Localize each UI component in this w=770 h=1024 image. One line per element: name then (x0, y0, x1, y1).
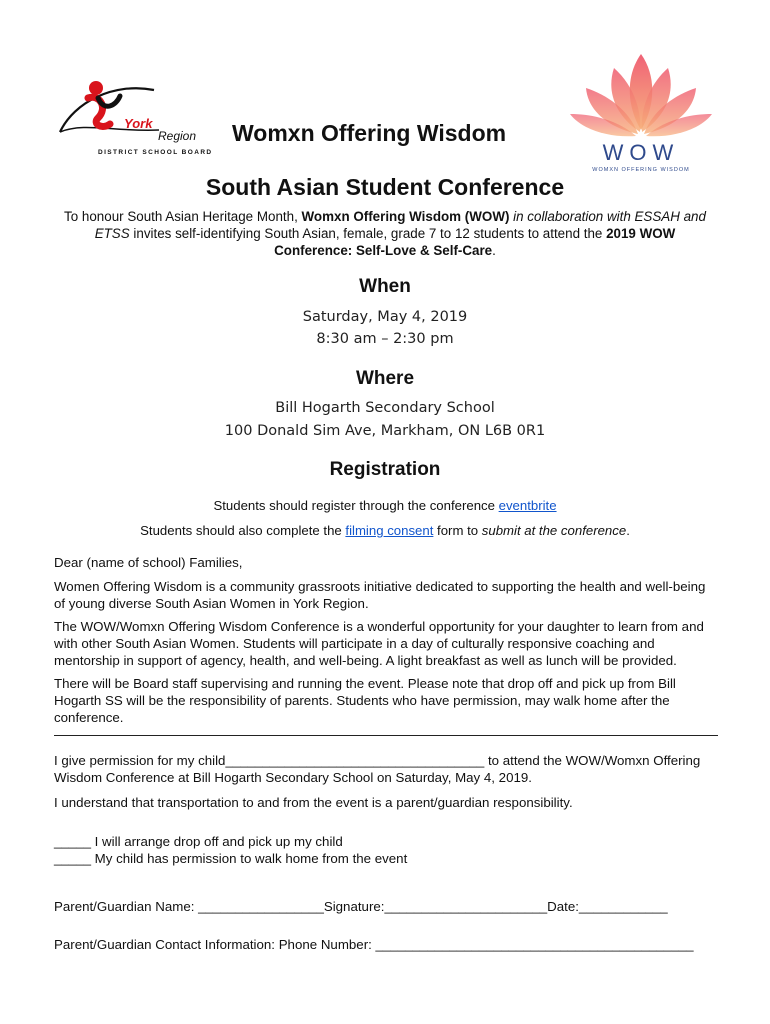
intro-bold-1: Womxn Offering Wisdom (WOW) (301, 209, 510, 224)
registration-line-2-text: Students should also complete the (140, 523, 346, 538)
yrdsb-caption-text: DISTRICT SCHOOL BOARD (98, 149, 213, 156)
where-address: 100 Donald Sim Ave, Markham, ON L6B 0R1 (224, 423, 546, 439)
intro-text-3: . (492, 243, 496, 258)
registration-line-1-text: Students should register through the conference (213, 498, 499, 513)
wow-logo-caption: WOMXN OFFERING WISDOM (592, 167, 690, 173)
yrdsb-region-text: Region (158, 129, 197, 143)
where-heading: Where (355, 368, 415, 389)
filming-consent-link[interactable]: filming consent (345, 523, 434, 538)
where-venue: Bill Hogarth Secondary School (275, 400, 495, 416)
section-divider (54, 735, 718, 736)
intro-text-2: invites self-identifying South Asian, female, grade 7 to 12 students to attend the (129, 226, 607, 241)
guardian-contact-line: Parent/Guardian Contact Information: Phone Number: ___________________________________________ (54, 937, 694, 952)
registration-line-2 (0, 523, 770, 538)
wow-logo (566, 50, 716, 175)
registration-heading: Registration (329, 459, 441, 480)
wow-logo-text: WOW (602, 140, 680, 165)
letter-paragraph-2: The WOW/Womxn Offering Wisdom Conference is a wonderful opportunity for your daughter to learn from and with other South Asian Women. Students will participate in a day of culturally responsive coaching and mentorship in support of agency, health, and well-being. A light breakfast as well as lunch will be provided. (54, 619, 704, 668)
registration-line-2-end: . (626, 523, 630, 538)
letter-paragraph-3: There will be Board staff supervising and running the event. Please note that drop off and pick up from Bill Hogarth SS will be the responsibility of parents. Students who have permission, may walk home after the conference. (54, 676, 676, 725)
letter-paragraph-1: Women Offering Wisdom is a community grassroots initiative dedicated to supporting the health and well-being of young diverse South Asian Women in York Region. (54, 579, 706, 611)
letter-salutation: Dear (name of school) Families, (54, 555, 243, 570)
intro-italic-1: in collaboration with ESSAH and ETSS (94, 209, 706, 241)
option-drop-off: _____ I will arrange drop off and pick up my child (54, 834, 343, 849)
intro-bold-2: 2019 WOW Conference: Self-Love & Self-Care (274, 226, 676, 258)
page-subtitle: South Asian Student Conference (205, 174, 565, 200)
transport-statement: I understand that transportation to and from the event is a parent/guardian responsibility. (54, 795, 573, 810)
page-title: Womxn Offering Wisdom (232, 120, 507, 146)
when-time: 8:30 am – 2:30 pm (316, 331, 454, 347)
yrdsb-logo (54, 72, 214, 160)
when-date: Saturday, May 4, 2019 (302, 309, 468, 325)
registration-line-1 (0, 498, 770, 513)
registration-line-2-mid: form to (433, 523, 482, 538)
when-heading: When (359, 276, 411, 297)
permission-statement: I give permission for my child___________________________________ to attend the WOW/Womxn Offering Wisdom Conference at Bill Hogarth Secondary School on Saturday, May 4, 2019. (54, 753, 701, 785)
yrdsb-york-text: York (124, 116, 153, 131)
guardian-name-signature-date: Parent/Guardian Name: _________________Signature:______________________Date:____________ (54, 899, 668, 914)
registration-line-2-italic: submit at the conference (481, 523, 627, 538)
eventbrite-link[interactable]: eventbrite (498, 498, 557, 513)
option-walk-home: _____ My child has permission to walk home from the event (54, 851, 408, 866)
intro-text-1: To honour South Asian Heritage Month, (64, 209, 302, 224)
intro-paragraph (60, 208, 710, 259)
